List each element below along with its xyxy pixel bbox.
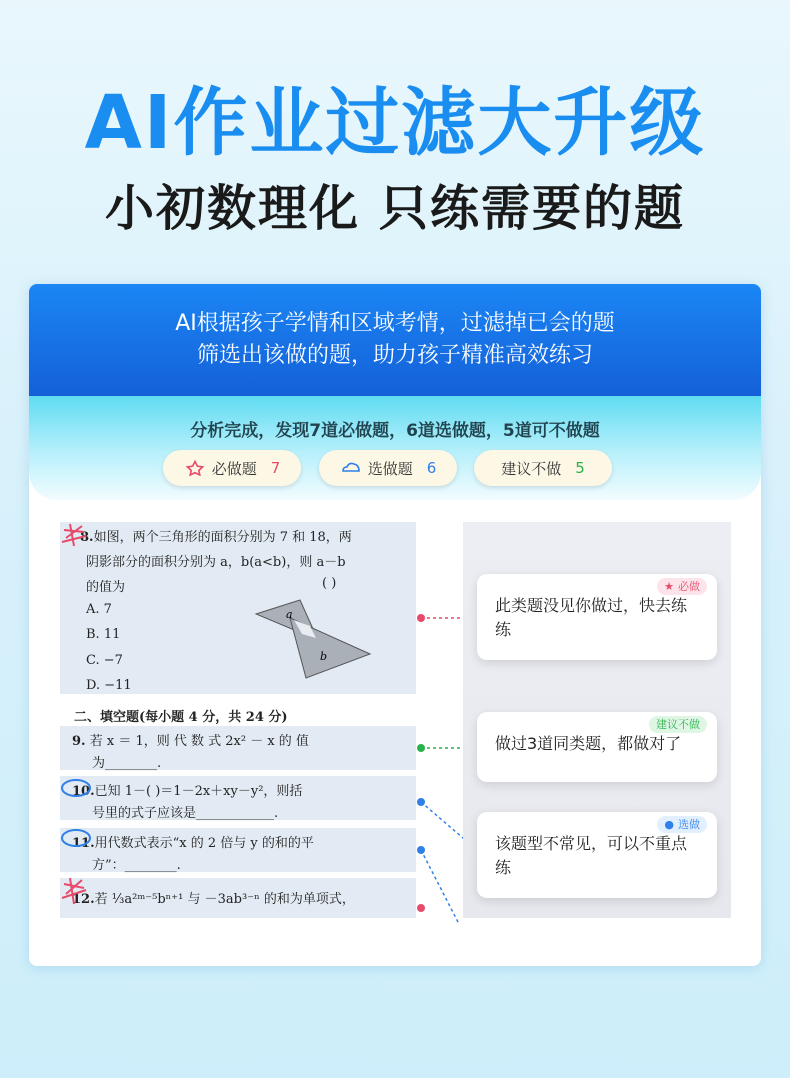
bubble-text: 此类题没见你做过，快去练练: [495, 596, 688, 639]
q8-line-2: 阴影部分的面积分别为 a，b(a<b)，则 a－b: [86, 555, 346, 570]
pill-count: 6: [426, 459, 437, 477]
pill-count: 7: [270, 459, 281, 477]
pill-label: 选做题: [367, 459, 413, 478]
q12-text-1: 若 ⅓a²ᵐ⁻⁵bⁿ⁺¹ 与 －3ab³⁻ⁿ 的和为单项式，: [94, 892, 355, 907]
q9-number: 9.: [72, 734, 86, 749]
tag-label: 必做: [678, 580, 700, 593]
q8-line-3: 的值为: [86, 580, 126, 595]
q8-answer-paren: ( ): [322, 576, 337, 591]
q11-number: 11.: [72, 836, 95, 851]
pill-count: 5: [575, 459, 585, 477]
hero-title: AI作业过滤大升级: [84, 80, 706, 166]
q8-number: 8.: [80, 530, 94, 545]
q10-text-2: 号里的式子应该是____________.: [92, 806, 279, 821]
result-bubble-optional[interactable]: [477, 812, 717, 898]
tag-skip: [649, 716, 707, 733]
tag-must: [657, 578, 707, 595]
bubble-text: 做过3道同类题，都做对了: [495, 734, 682, 753]
q9-text-2: 为________.: [92, 756, 162, 771]
pill-label: 建议不做: [501, 459, 562, 478]
q8-option-a: A. 7: [86, 602, 112, 617]
q12-number: 12.: [72, 892, 95, 907]
q10-text-1: 已知 1－( )＝1－2x＋xy－y²，则括: [94, 784, 303, 799]
section-title: 二、填空题(每小题 4 分，共 24 分): [74, 710, 288, 725]
result-bubble-must[interactable]: [477, 574, 717, 660]
q8-option-c: C. −7: [86, 653, 123, 668]
q8-option-d: D. −11: [86, 678, 132, 693]
tag-label: 选做: [678, 818, 700, 831]
hero-subtitle: 小初数理化 只练需要的题: [104, 180, 686, 237]
banner-line-1: AI根据孩子学情和区域考情，过滤掉已会的题: [175, 311, 615, 336]
q10-number: 10.: [72, 784, 95, 799]
q11-text-1: 用代数式表示“x 的 2 倍与 y 的和的平: [94, 836, 314, 851]
result-bubble-skip[interactable]: [477, 712, 717, 782]
tag-optional: [657, 816, 707, 833]
bubble-text: 该题型不常见，可以不重点练: [495, 834, 688, 877]
q8-text-1: 如图，两个三角形的面积分别为 7 和 18，两: [93, 530, 352, 545]
dot-icon: ●: [664, 818, 674, 831]
label-a: a: [286, 608, 293, 621]
label-b: b: [320, 650, 328, 663]
banner-line-2: 筛选出该做的题，助力孩子精准高效练习: [196, 343, 593, 368]
pill-label: 必做题: [211, 459, 257, 478]
tag-label: 建议不做: [656, 718, 700, 731]
result-panel: [463, 522, 731, 918]
feature-card: [29, 284, 761, 966]
star-icon: ★: [664, 580, 674, 593]
q11-text-2: 方”：________.: [92, 858, 181, 873]
q8-option-b: B. 11: [86, 627, 121, 642]
q9-text-1: 若 x ＝ 1，则 代 数 式 2x² － x 的 值: [89, 734, 309, 749]
analysis-summary: 分析完成，发现7道必做题，6道选做题，5道可不做题: [190, 421, 600, 441]
